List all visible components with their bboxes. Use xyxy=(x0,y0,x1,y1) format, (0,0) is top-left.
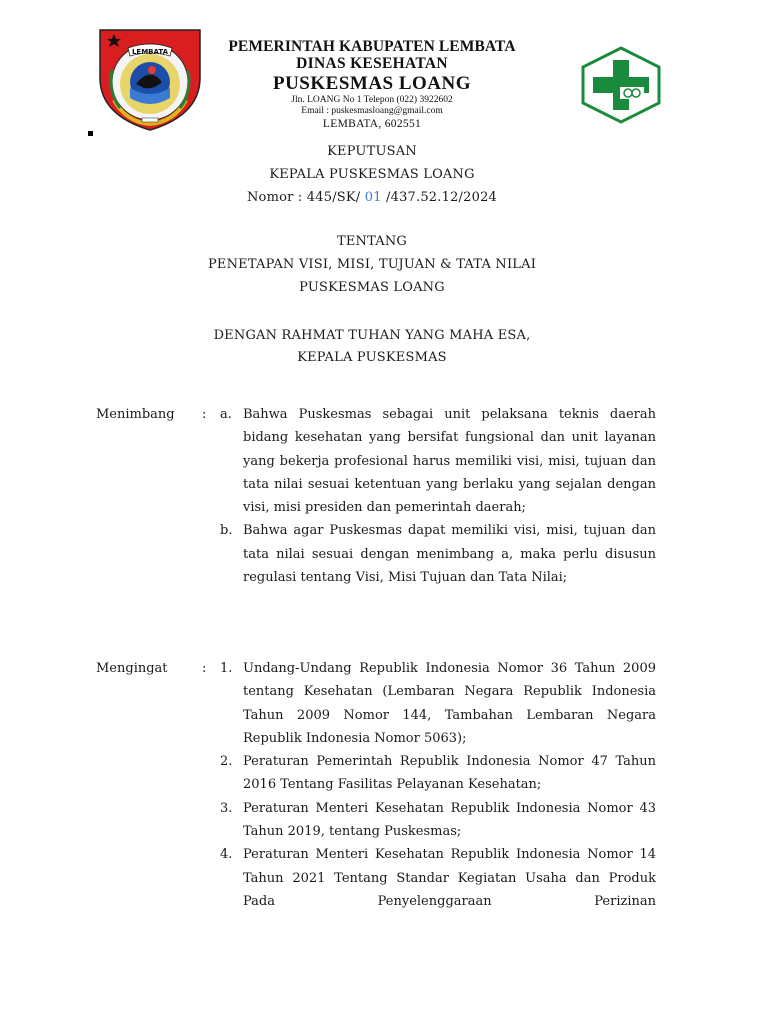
letterhead-institution: PUSKESMAS LOANG xyxy=(272,73,472,94)
letterhead-city: LEMBATA, 602551 xyxy=(322,118,422,130)
menimbang-section xyxy=(96,403,656,589)
subject-line-1: PENETAPAN VISI, MISI, TUJUAN & TATA NILAI xyxy=(207,257,537,272)
letterhead xyxy=(196,38,548,131)
list-item xyxy=(96,750,656,797)
bullet-mark xyxy=(88,131,93,136)
menimbang-colon: : xyxy=(202,407,207,422)
list-item xyxy=(96,403,656,519)
emblem-lettering: LEMBATA xyxy=(131,48,169,56)
decree-title: KEPUTUSAN xyxy=(327,144,417,159)
decree-number-prefix: Nomor : 445/SK/ xyxy=(246,190,361,205)
list-item-text: Bahwa agar Puskesmas dapat memiliki visi, misi, tujuan dan tata nilai sesuai dengan menimbang a, maka perlu disusun regulasi tentang Visi, Misi Tujuan dan Tata Nilai; xyxy=(243,523,656,586)
preamble-line-2: KEPALA PUSKESMAS xyxy=(297,350,447,365)
list-marker: 3. xyxy=(220,800,233,816)
list-marker: b. xyxy=(220,523,233,539)
letterhead-government: PEMERINTAH KABUPATEN LEMBATA xyxy=(228,38,516,55)
letterhead-department: DINAS KESEHATAN xyxy=(296,55,448,72)
list-item-text: Peraturan Menteri Kesehatan Republik Indonesia Nomor 43 Tahun 2019, tentang Puskesmas; xyxy=(243,800,656,840)
letterhead-email: Email : puskesmasloang@gmail.com xyxy=(301,106,443,116)
list-item xyxy=(96,797,656,844)
decree-number-value: 01 xyxy=(364,190,382,205)
preamble-line-1: DENGAN RAHMAT TUHAN YANG MAHA ESA, xyxy=(213,328,531,343)
list-marker: a. xyxy=(220,407,232,422)
list-item-text: Undang-Undang Republik Indonesia Nomor 36 Tahun 2009 tentang Kesehatan (Lembaran Negara Republik Indonesia Tahun 2009 Nomor 144, Tambahan Lembaran Negara Republik Indonesia Nomor 5063); xyxy=(243,661,656,746)
list-item-text: Bahwa Puskesmas sebagai unit pelaksana teknis daerah bidang kesehatan yang bersifat fungsional dan unit layanan yang bekerja profesional harus memiliki visi, misi, tujuan dan tata nilai sesuai ketentuan yang berlaku yang sejalan dengan visi, misi presiden dan pemerintah daerah; xyxy=(243,407,656,516)
mengingat-colon: : xyxy=(202,661,207,676)
menimbang-label: Menimbang xyxy=(96,407,175,422)
list-item xyxy=(96,519,656,589)
decree-issuer: KEPALA PUSKESMAS LOANG xyxy=(269,167,475,182)
decree-number-suffix: /437.52.12/2024 xyxy=(386,190,498,205)
letterhead-address: Jln. LOANG No 1 Telepon (022) 3922602 xyxy=(291,95,453,105)
list-item xyxy=(96,843,656,913)
lembata-regency-emblem-icon xyxy=(96,26,204,132)
mengingat-section xyxy=(96,657,656,913)
list-marker: 1. xyxy=(220,661,233,676)
about-heading: TENTANG xyxy=(336,234,408,249)
list-item-text: Peraturan Menteri Kesehatan Republik Indonesia Nomor 14 Tahun 2021 Tentang Standar Kegiatan Usaha dan Produk Pada Penyelenggaraan Perizinan xyxy=(243,847,656,909)
list-marker: 2. xyxy=(220,754,233,770)
list-marker: 4. xyxy=(220,847,233,863)
decree-number xyxy=(160,186,584,209)
subject-line-2: PUSKESMAS LOANG xyxy=(299,280,445,295)
list-item-text: Peraturan Pemerintah Republik Indonesia Nomor 47 Tahun 2016 Tentang Fasilitas Pelayanan Kesehatan; xyxy=(243,754,656,793)
puskesmas-cross-logo-icon xyxy=(580,46,662,124)
list-item xyxy=(96,657,656,750)
mengingat-label: Mengingat xyxy=(96,661,168,676)
